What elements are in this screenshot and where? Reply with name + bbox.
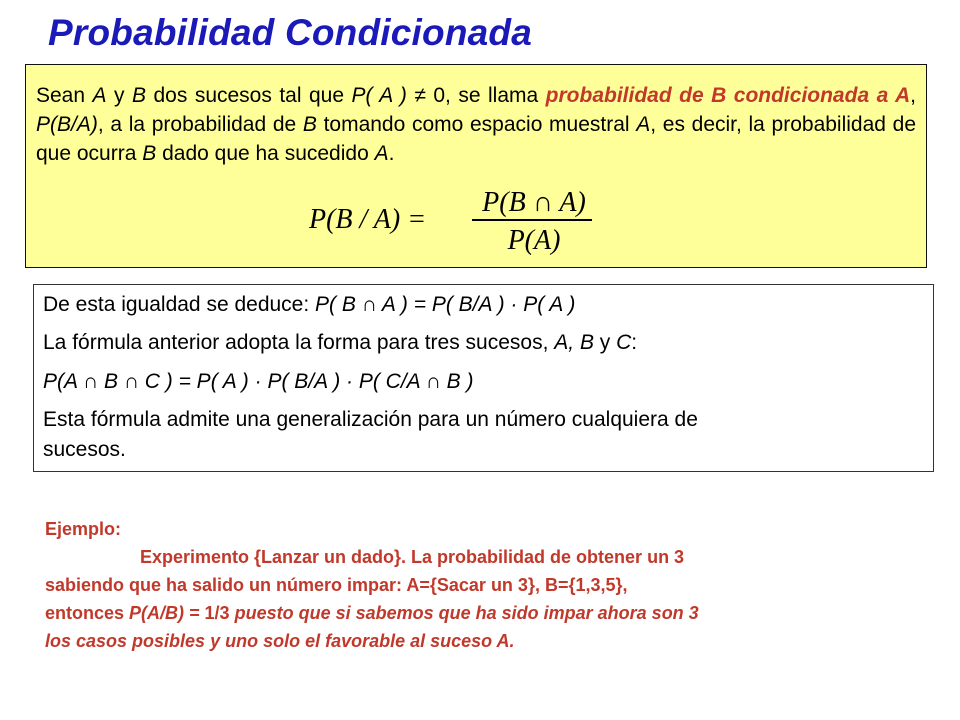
def-text-segment: , es decir, la probabilidad de que ocurra — [36, 113, 917, 165]
conditional-probability-formula — [26, 177, 926, 257]
def-text-segment: . — [388, 142, 395, 165]
def-text-segment: dos sucesos tal que — [146, 84, 352, 107]
def-var-b: B — [142, 142, 157, 165]
def-text-segment: dado que ha sucedido — [156, 142, 375, 165]
deduction-text: La fórmula anterior adopta la forma para tres sucesos, — [43, 331, 555, 354]
example-label: Ejemplo: — [45, 519, 122, 539]
def-text-segment: Sean — [36, 84, 93, 107]
def-var-a: A — [92, 84, 107, 107]
def-var-a: A — [374, 142, 389, 165]
deduction-line-5: sucesos. — [43, 438, 126, 461]
formula-numerator: P(B ∩ A) — [482, 187, 586, 218]
example-section — [45, 515, 925, 655]
deduction-line-1 — [43, 291, 575, 319]
def-var-a: A — [636, 113, 651, 136]
example-text: los casos posibles y uno solo el favorable al suceso A. — [45, 631, 515, 651]
def-text-segment: y — [106, 84, 132, 107]
example-text: puesto que si sabemos que ha sido impar ahora son 3 — [234, 603, 699, 623]
deduction-text: De esta igualdad se deduce: — [43, 293, 316, 316]
definition-box — [25, 64, 927, 268]
page-title: Probabilidad Condicionada — [48, 12, 532, 53]
deduction-vars: A, B — [554, 331, 594, 354]
deduction-line-2 — [43, 329, 637, 357]
def-condition: P( A ) ≠ — [351, 84, 426, 107]
example-result: 1/3 — [204, 603, 235, 623]
def-highlight-term: probabilidad de B condicionada a A — [545, 84, 911, 107]
example-line-4 — [45, 627, 925, 655]
deduction-line-3 — [43, 368, 474, 396]
definition-text — [36, 81, 916, 168]
def-text-segment: 0, se llama — [425, 84, 546, 107]
deduction-var-c: C — [616, 331, 632, 354]
def-text-segment: , a la probabilidad de — [97, 113, 303, 136]
deduction-text: : — [631, 331, 638, 354]
example-text: entonces — [45, 603, 130, 623]
def-text-segment: tomando como espacio muestral — [316, 113, 637, 136]
formula-svg — [26, 177, 926, 257]
example-line-2: sabiendo que ha salido un número impar: A={Sacar un 3}, B={1,3,5}, — [45, 575, 628, 595]
def-var-b: B — [132, 84, 147, 107]
def-var-b: B — [302, 113, 317, 136]
example-notation: P(A/B) = — [129, 603, 205, 623]
deduction-text: y — [593, 331, 617, 354]
three-events-formula: P(A ∩ B ∩ C ) = P( A ) · P( B/A ) · P( C/A ∩ B ) — [43, 370, 474, 393]
def-text-segment: , — [910, 84, 916, 107]
deduction-line-4: Esta fórmula admite una generalización para un número cualquiera de — [43, 408, 698, 431]
def-notation: P(B/A) — [36, 113, 98, 136]
deduction-formula: P( B ∩ A ) = P( B/A ) · P( A ) — [315, 293, 576, 316]
deduction-box — [33, 284, 934, 472]
example-line-1: Experimento {Lanzar un dado}. La probabilidad de obtener un 3 — [140, 547, 685, 567]
formula-denominator: P(A) — [507, 225, 561, 256]
formula-lhs: P(B / A) = — [309, 204, 427, 235]
example-line-3 — [45, 599, 925, 627]
